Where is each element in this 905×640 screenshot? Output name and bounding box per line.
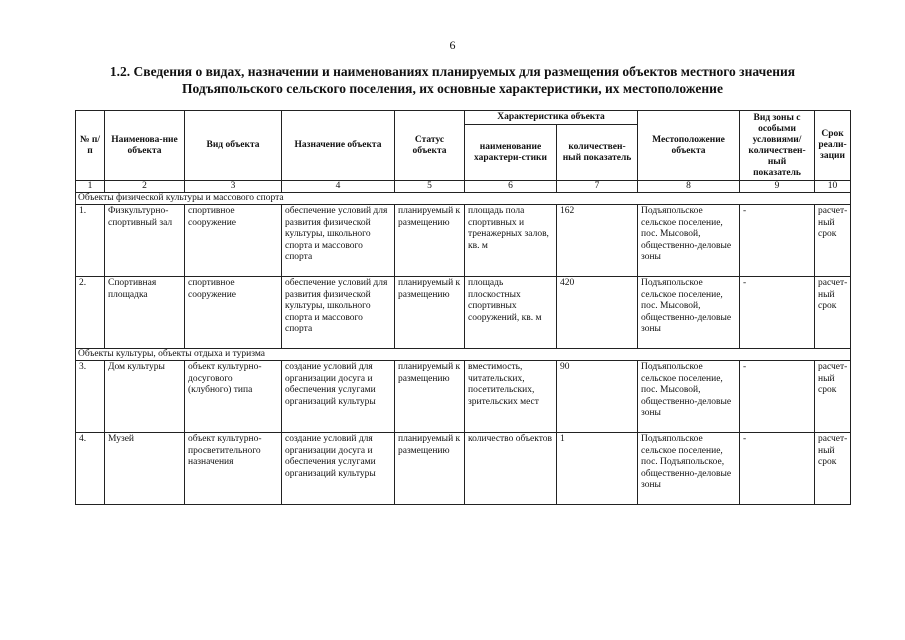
cell-status: планируемый к размещению [395, 205, 465, 277]
col-number: 10 [815, 181, 851, 193]
cell-term: расчет-ный срок [815, 361, 851, 433]
table-row [76, 277, 851, 349]
header-status: Статус объекта [395, 111, 465, 181]
cell-name: Физкультурно-спортивный зал [105, 205, 185, 277]
cell-name: Спортивная площадка [105, 277, 185, 349]
header-term: Срок реали-зации [815, 111, 851, 181]
cell-char-name: площадь плоскостных спортивных сооружений, кв. м [465, 277, 557, 349]
cell-location: Подъяпольское сельское поселение, пос. Подъяпольское, общественно-деловые зоны [638, 433, 740, 505]
cell-term: расчет-ный срок [815, 205, 851, 277]
cell-location: Подъяпольское сельское поселение, пос. Мысовой, общественно-деловые зоны [638, 361, 740, 433]
col-number: 3 [185, 181, 282, 193]
cell-location: Подъяпольское сельское поселение, пос. Мысовой, общественно-деловые зоны [638, 277, 740, 349]
cell-num: 1. [76, 205, 105, 277]
section-row [76, 193, 851, 205]
document-title [40, 63, 865, 97]
col-number: 6 [465, 181, 557, 193]
cell-char-name: количество объектов [465, 433, 557, 505]
cell-purpose: создание условий для организации досуга и обеспечения услугами организаций культуры [282, 361, 395, 433]
cell-char-value: 90 [557, 361, 638, 433]
cell-status: планируемый к размещению [395, 277, 465, 349]
cell-char-value: 162 [557, 205, 638, 277]
cell-term: расчет-ный срок [815, 277, 851, 349]
cell-type: объект культурно-просветительного назначения [185, 433, 282, 505]
header-zone: Вид зоны с особыми условиями/ количествен-ный показатель [740, 111, 815, 181]
col-number: 2 [105, 181, 185, 193]
cell-num: 2. [76, 277, 105, 349]
cell-term: расчет-ный срок [815, 433, 851, 505]
header-char-value: количествен-ный показатель [557, 125, 638, 181]
cell-name: Музей [105, 433, 185, 505]
header-type: Вид объекта [185, 111, 282, 181]
header-characteristics: Характеристика объекта [465, 111, 638, 125]
header-num: № п/п [76, 111, 105, 181]
cell-purpose: обеспечение условий для развития физической культуры, школьного спорта и массового спорта [282, 277, 395, 349]
header-char-name: наименование характери-стики [465, 125, 557, 181]
cell-char-name: площадь пола спортивных и тренажерных залов, кв. м [465, 205, 557, 277]
cell-zone: - [740, 433, 815, 505]
cell-purpose: обеспечение условий для развития физической культуры, школьного спорта и массового спорта [282, 205, 395, 277]
title-line-2: Подъяпольского сельского поселения, их основные характеристики, их местоположение [182, 81, 723, 96]
col-number: 4 [282, 181, 395, 193]
table-row [76, 205, 851, 277]
table-row [76, 361, 851, 433]
cell-type: спортивное сооружение [185, 205, 282, 277]
cell-purpose: создание условий для организации досуга и обеспечения услугами организаций культуры [282, 433, 395, 505]
cell-type: объект культурно-досугового (клубного) типа [185, 361, 282, 433]
cell-num: 3. [76, 361, 105, 433]
section-title: Объекты физической культуры и массового спорта [76, 193, 851, 205]
header-purpose: Назначение объекта [282, 111, 395, 181]
cell-location: Подъяпольское сельское поселение, пос. Мысовой, общественно-деловые зоны [638, 205, 740, 277]
column-number-row [76, 181, 851, 193]
cell-name: Дом культуры [105, 361, 185, 433]
col-number: 9 [740, 181, 815, 193]
col-number: 8 [638, 181, 740, 193]
col-number: 1 [76, 181, 105, 193]
col-number: 5 [395, 181, 465, 193]
objects-table [75, 110, 851, 505]
cell-zone: - [740, 205, 815, 277]
cell-char-value: 1 [557, 433, 638, 505]
page-number: 6 [449, 38, 456, 52]
cell-num: 4. [76, 433, 105, 505]
title-line-1: 1.2. Сведения о видах, назначении и наименованиях планируемых для размещения объектов местного значения [109, 64, 796, 79]
cell-char-value: 420 [557, 277, 638, 349]
cell-zone: - [740, 277, 815, 349]
cell-zone: - [740, 361, 815, 433]
header-location: Местоположение объекта [638, 111, 740, 181]
cell-status: планируемый к размещению [395, 433, 465, 505]
cell-type: спортивное сооружение [185, 277, 282, 349]
section-title: Объекты культуры, объекты отдыха и туризма [76, 349, 851, 361]
cell-status: планируемый к размещению [395, 361, 465, 433]
table-row [76, 433, 851, 505]
col-number: 7 [557, 181, 638, 193]
cell-char-name: вместимость, читательских, посетительских, зрительских мест [465, 361, 557, 433]
section-row [76, 349, 851, 361]
header-name: Наименова-ние объекта [105, 111, 185, 181]
